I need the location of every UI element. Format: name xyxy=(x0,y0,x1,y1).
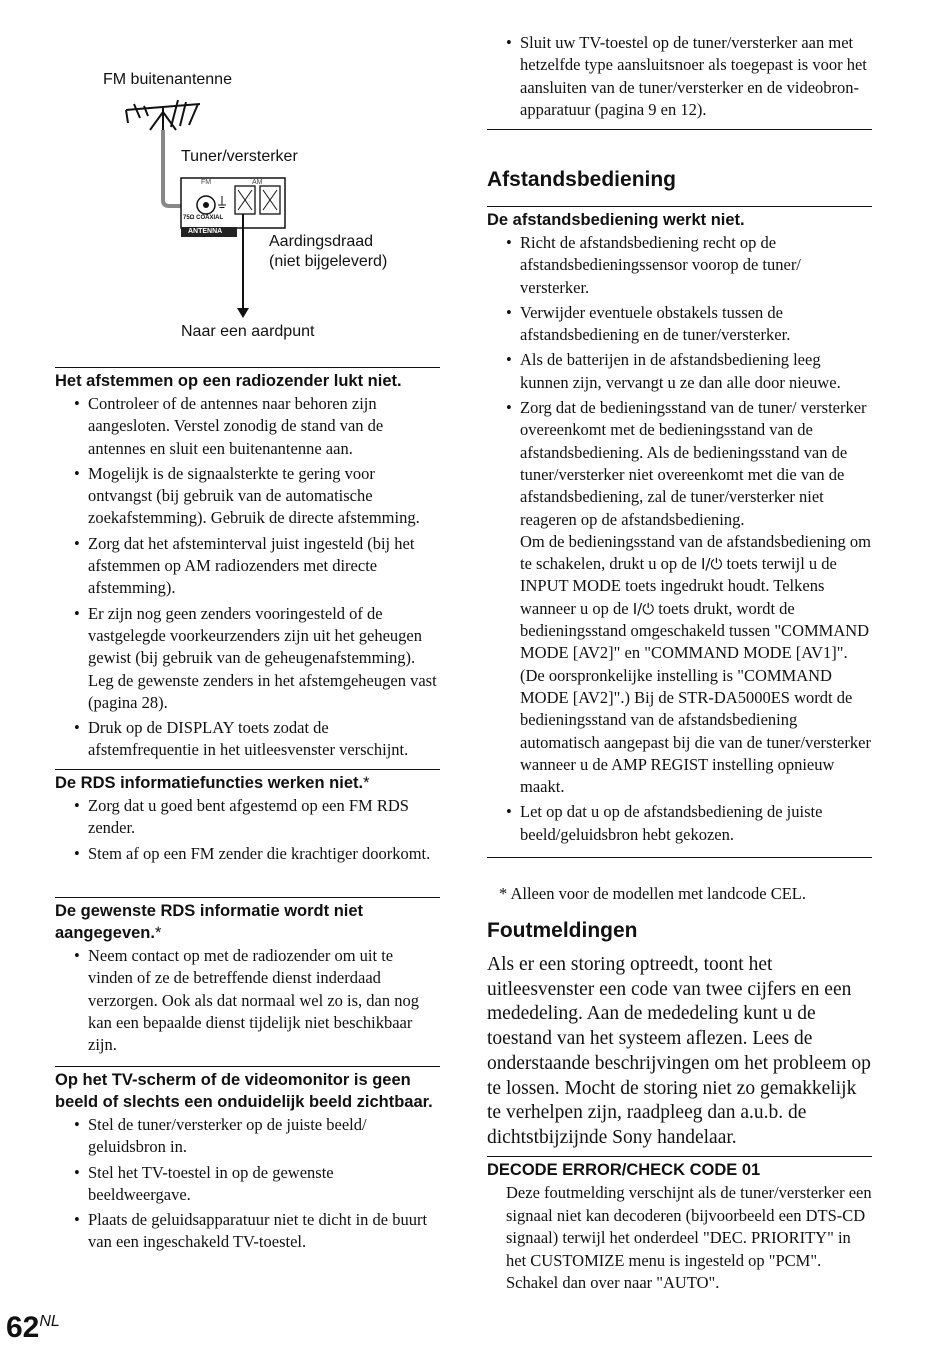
power-icon: I/⏻ xyxy=(632,599,655,618)
label-fm-outdoor-antenna: FM buitenantenne xyxy=(103,71,232,88)
list-item: • Druk op de DISPLAY toets zodat de afstemfrequentie in het uitleesvenster verschijnt. xyxy=(88,717,440,762)
bullet-list xyxy=(55,393,440,762)
section-tv-picture xyxy=(55,1066,440,1257)
ground-arrow-icon xyxy=(237,308,249,318)
label-to-ground: Naar een aardpunt xyxy=(181,323,315,340)
footnote-marker: * xyxy=(363,774,370,792)
fm-antenna-icon xyxy=(126,100,200,130)
section-tv-continued xyxy=(487,32,872,124)
section-heading: DECODE ERROR/CHECK CODE 01 xyxy=(487,1161,761,1179)
page-number-value: 62 xyxy=(6,1311,40,1344)
list-item: • Als de batterijen in de afstandsbediening leeg kunnen zijn, vervangt u ze dan alle door nieuwe. xyxy=(520,349,872,394)
list-item: • Stel het TV-toestel in op de gewenste beeldweergave. xyxy=(88,1162,440,1207)
label-not-supplied: (niet bijgeleverd) xyxy=(269,253,388,270)
label-tuner-amplifier: Tuner/versterker xyxy=(181,148,298,165)
bullet-list xyxy=(55,945,440,1056)
power-icon: I/⏻ xyxy=(700,555,723,574)
list-item: • Let op dat u op de afstandsbediening de juiste beeld/geluidsbron hebt gekozen. xyxy=(520,801,872,846)
page-language-code: NL xyxy=(39,1313,60,1330)
section-rds-info xyxy=(55,897,440,1059)
continuation-text: toets terwijl u de INPUT MODE toets ingedrukt houdt. Telkens wanneer u op de xyxy=(520,554,837,618)
list-item: • Plaats de geluidsapparatuur niet te dicht in de buurt van een ingeschakeld TV-toestel. xyxy=(88,1209,440,1254)
panel-label-fm: FM xyxy=(201,179,212,186)
list-item: • Mogelijk is de signaalsterkte te gering voor ontvangst (bij gebruik van de automatische zoekafstemming). Gebruik de directe afstemming. xyxy=(88,463,440,530)
list-item: • Richt de afstandsbediening recht op de afstandsbedieningssensor voorop de tuner/ versterker. xyxy=(520,232,872,299)
antenna-connection-diagram xyxy=(0,0,440,360)
section-heading: De afstandsbediening werkt niet. xyxy=(487,211,745,229)
bullet-list xyxy=(487,32,872,121)
section-heading-text: De gewenste RDS informatie wordt niet aangegeven. xyxy=(55,902,364,942)
list-item: • Stem af op een FM zender die krachtiger doorkomt. xyxy=(88,843,440,865)
panel-label-antenna: ANTENNA xyxy=(188,228,223,235)
divider xyxy=(487,857,872,858)
bullet-list xyxy=(55,1114,440,1254)
continuation-text: toets drukt, wordt de bedieningsstand omgeschakeld tussen "COMMAND MODE [AV2]" en "COMMAND MODE [AV1]". (De oorspronkelijke instelling is "COMMAND MODE [AV2]".) Bij de STR-DA5000ES wordt de bedieningsstand van de afstandsbediening automatisch aangepast bij die van de tuner/versterker wanneer u de AMP REGIST instelling opnieuw maakt. xyxy=(520,598,871,797)
error-description: Deze foutmelding verschijnt als de tuner/versterker een signaal niet kan decoderen (bijvoorbeeld een DTS-CD signaal) terwijl het onderdeel "DEC. PRIORITY" in het CUSTOMIZE menu is ingesteld op "PCM". Schakel dan over naar "AUTO". xyxy=(506,1183,872,1292)
list-item: • Controleer of de antennes naar behoren zijn aangesloten. Verstel zonodig de stand van de antennes en sluit een buitenantenne aan. xyxy=(88,393,440,460)
list-item: • Er zijn nog geen zenders vooringesteld of de vastgelegde voorkeurzenders zijn uit het geheugen gewist (bij gebruik van de geheugenafstemming). Leg de gewenste zenders in het afstemgeheugen vast (pagina 28). xyxy=(88,603,440,714)
continuation-text: Om de bedieningsstand van de afstandsbediening om te schakelen, drukt u op de xyxy=(520,531,872,574)
divider xyxy=(487,129,872,130)
list-item-text: Zorg dat de bedieningsstand van de tuner/ versterker overeenkomt met de bedieningsstand van de afstandsbediening. Als de bedieningsstand van de tuner/versterker niet overeenkomt met die van de afstandsbediening, zal de tuner/versterker niet reageren op de afstandsbediening. xyxy=(520,398,867,529)
section-rds-functions xyxy=(55,769,440,868)
errors-intro: Als er een storing optreedt, toont het uitleesvenster een code van twee cijfers en een mededeling. Aan de mededeling kunt u de toestand van het systeem aflezen. Lees de onderstaande beschrijvingen om het probleem op te lossen. Mocht de storing niet zo gemakkelijk te verhelpen zijn, raadpleeg dan a.u.b. de dichtstbijzijnde Sony handelaar. xyxy=(487,954,871,1148)
section-remote xyxy=(487,206,872,849)
section-heading xyxy=(55,900,440,944)
section-heading-text: De RDS informatiefuncties werken niet. xyxy=(55,774,364,792)
list-item xyxy=(520,397,872,798)
antenna-diagram-drawing xyxy=(0,0,440,360)
list-item-continuation xyxy=(520,531,872,799)
section-heading xyxy=(55,772,440,794)
section-decode-error xyxy=(487,1156,872,1295)
list-item: • Zorg dat het afsteminterval juist ingesteld (bij het afstemmen op AM radiozenders met directe afstemming). xyxy=(88,533,440,600)
errors-section-title: Foutmeldingen xyxy=(487,919,638,942)
section-heading: Het afstemmen op een radiozender lukt niet. xyxy=(55,372,402,390)
list-item: • Verwijder eventuele obstakels tussen de afstandsbediening en de tuner/versterker. xyxy=(520,302,872,347)
bullet-list xyxy=(487,232,872,846)
footnote: * Alleen voor de modellen met landcode CEL. xyxy=(499,884,806,903)
footnote-marker: * xyxy=(154,924,162,942)
section-heading: Op het TV-scherm of de videomonitor is geen beeld of slechts een onduidelijk beeld zichtbaar. xyxy=(55,1071,433,1111)
label-ground-wire: Aardingsdraad xyxy=(269,233,374,250)
panel-label-coaxial: 75Ω COAXIAL xyxy=(183,215,224,221)
list-item: • Zorg dat u goed bent afgestemd op een FM RDS zender. xyxy=(88,795,440,840)
section-radio-tuning xyxy=(55,367,440,765)
list-item: • Stel de tuner/versterker op de juiste beeld/ geluidsbron in. xyxy=(88,1114,440,1159)
remote-section-title: Afstandsbediening xyxy=(487,168,677,191)
list-item: • Sluit uw TV-toestel op de tuner/versterker aan met hetzelfde type aansluitsnoer als toegepast is voor het aansluiten van de tuner/versterker en de videobron-apparatuur (pagina 9 en 12). xyxy=(520,32,872,121)
list-item: • Neem contact op met de radiozender om uit te vinden of ze de betreffende dienst inderdaad verzorgen. Ook als dat normaal wel zo is, dan nog kan een bepaalde dienst tijdelijk niet beschikbaar zijn. xyxy=(88,945,440,1056)
panel-label-am: AM xyxy=(252,179,263,186)
bullet-list xyxy=(55,795,440,865)
page-number xyxy=(6,1311,60,1345)
